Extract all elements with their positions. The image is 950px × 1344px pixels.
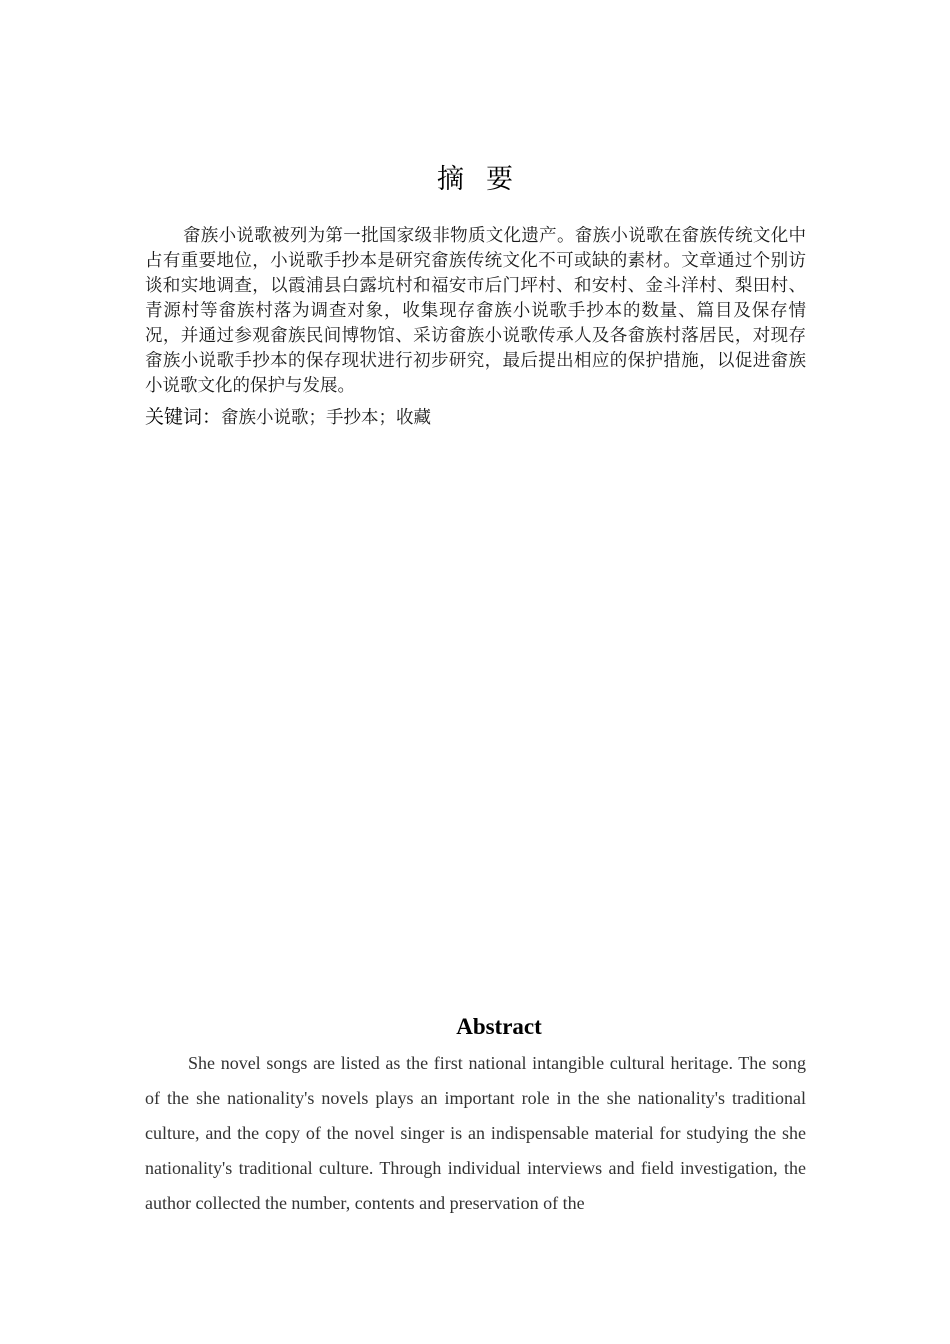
english-abstract-title: Abstract — [456, 1014, 542, 1039]
keywords-label: 关键词： — [145, 406, 222, 428]
english-abstract-body: She novel songs are listed as the first national intangible cultural heritage. The song of the she nationality's novels plays an important role in the she nationality's traditional culture, and the copy of the novel singer is an indispensable material for studying the she nationality's traditional culture. Through individual interviews and field investigation, the author collected the number, contents and preservation of the — [145, 1053, 806, 1213]
chinese-abstract-body: 畲族小说歌被列为第一批国家级非物质文化遗产。畲族小说歌在畲族传统文化中占有重要地位，小说歌手抄本是研究畲族传统文化不可或缺的素材。文章通过个别访谈和实地调查，以霞浦县白露坑村和福安市后门坪村、和安村、金斗洋村、梨田村、青源村等畲族村落为调查对象，收集现存畲族小说歌手抄本的数量、篇目及保存情况，并通过参观畲族民间博物馆、采访畲族小说歌传承人及各畲族村落居民，对现存畲族小说歌手抄本的保存现状进行初步研究，最后提出相应的保护措施，以促进畲族小说歌文化的保护与发展。 — [145, 226, 806, 396]
chinese-abstract-title: 摘要 — [437, 164, 535, 195]
keywords-values: 畲族小说歌；手抄本；收藏 — [221, 408, 432, 428]
chinese-keywords-line — [145, 405, 806, 431]
